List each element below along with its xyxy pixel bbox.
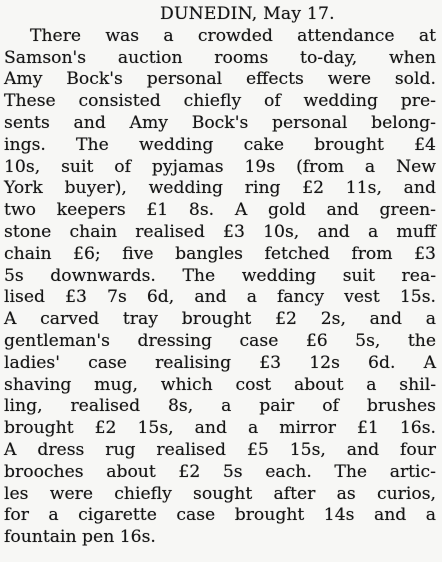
- article-line: 10s, suit of pyjamas 19s (from a New: [4, 156, 436, 177]
- article-line: A dress rug realised £5 15s, and four: [4, 439, 436, 460]
- article-line: for a cigarette case brought 14s and a: [4, 505, 436, 526]
- article-line: fountain pen 16s.: [4, 527, 156, 548]
- article-line: Samson's auction rooms to-day, when: [4, 47, 436, 68]
- article-line: ladies' case realising £3 12s 6d. A: [4, 352, 436, 373]
- article-line: brooches about £2 5s each. The artic-: [4, 461, 436, 482]
- article-line: two keepers £1 8s. A gold and green-: [4, 200, 436, 221]
- article-line: York buyer), wedding ring £2 11s, and: [4, 178, 436, 199]
- article-line: lised £3 7s 6d, and a fancy vest 15s.: [4, 287, 436, 308]
- article-line: A carved tray brought £2 2s, and a: [4, 309, 436, 330]
- article-line: sents and Amy Bock's personal belong-: [4, 112, 436, 133]
- article-line: shaving mug, which cost about a shil-: [4, 374, 436, 395]
- article-line: brought £2 15s, and a mirror £1 16s.: [4, 418, 436, 439]
- article-line: chain £6; five bangles fetched from £3: [4, 243, 436, 264]
- article-line: These consisted chiefly of wedding pre-: [4, 91, 436, 112]
- article-line: gentleman's dressing case £6 5s, the: [4, 330, 436, 351]
- article-line: ling, realised 8s, a pair of brushes: [4, 396, 436, 417]
- article-line: les were chiefly sought after as curios,: [4, 483, 436, 504]
- article-line: There was a crowded attendance at: [30, 25, 436, 46]
- article-line: 5s downwards. The wedding suit rea-: [4, 265, 436, 286]
- article-body: [4, 26, 436, 549]
- article-line: stone chain realised £3 10s, and a muff: [4, 221, 436, 242]
- article-line: Amy Bock's personal effects were sold.: [4, 69, 436, 90]
- dateline: DUNEDIN, May 17.: [160, 4, 335, 24]
- article-line: ings. The wedding cake brought £4: [4, 134, 436, 155]
